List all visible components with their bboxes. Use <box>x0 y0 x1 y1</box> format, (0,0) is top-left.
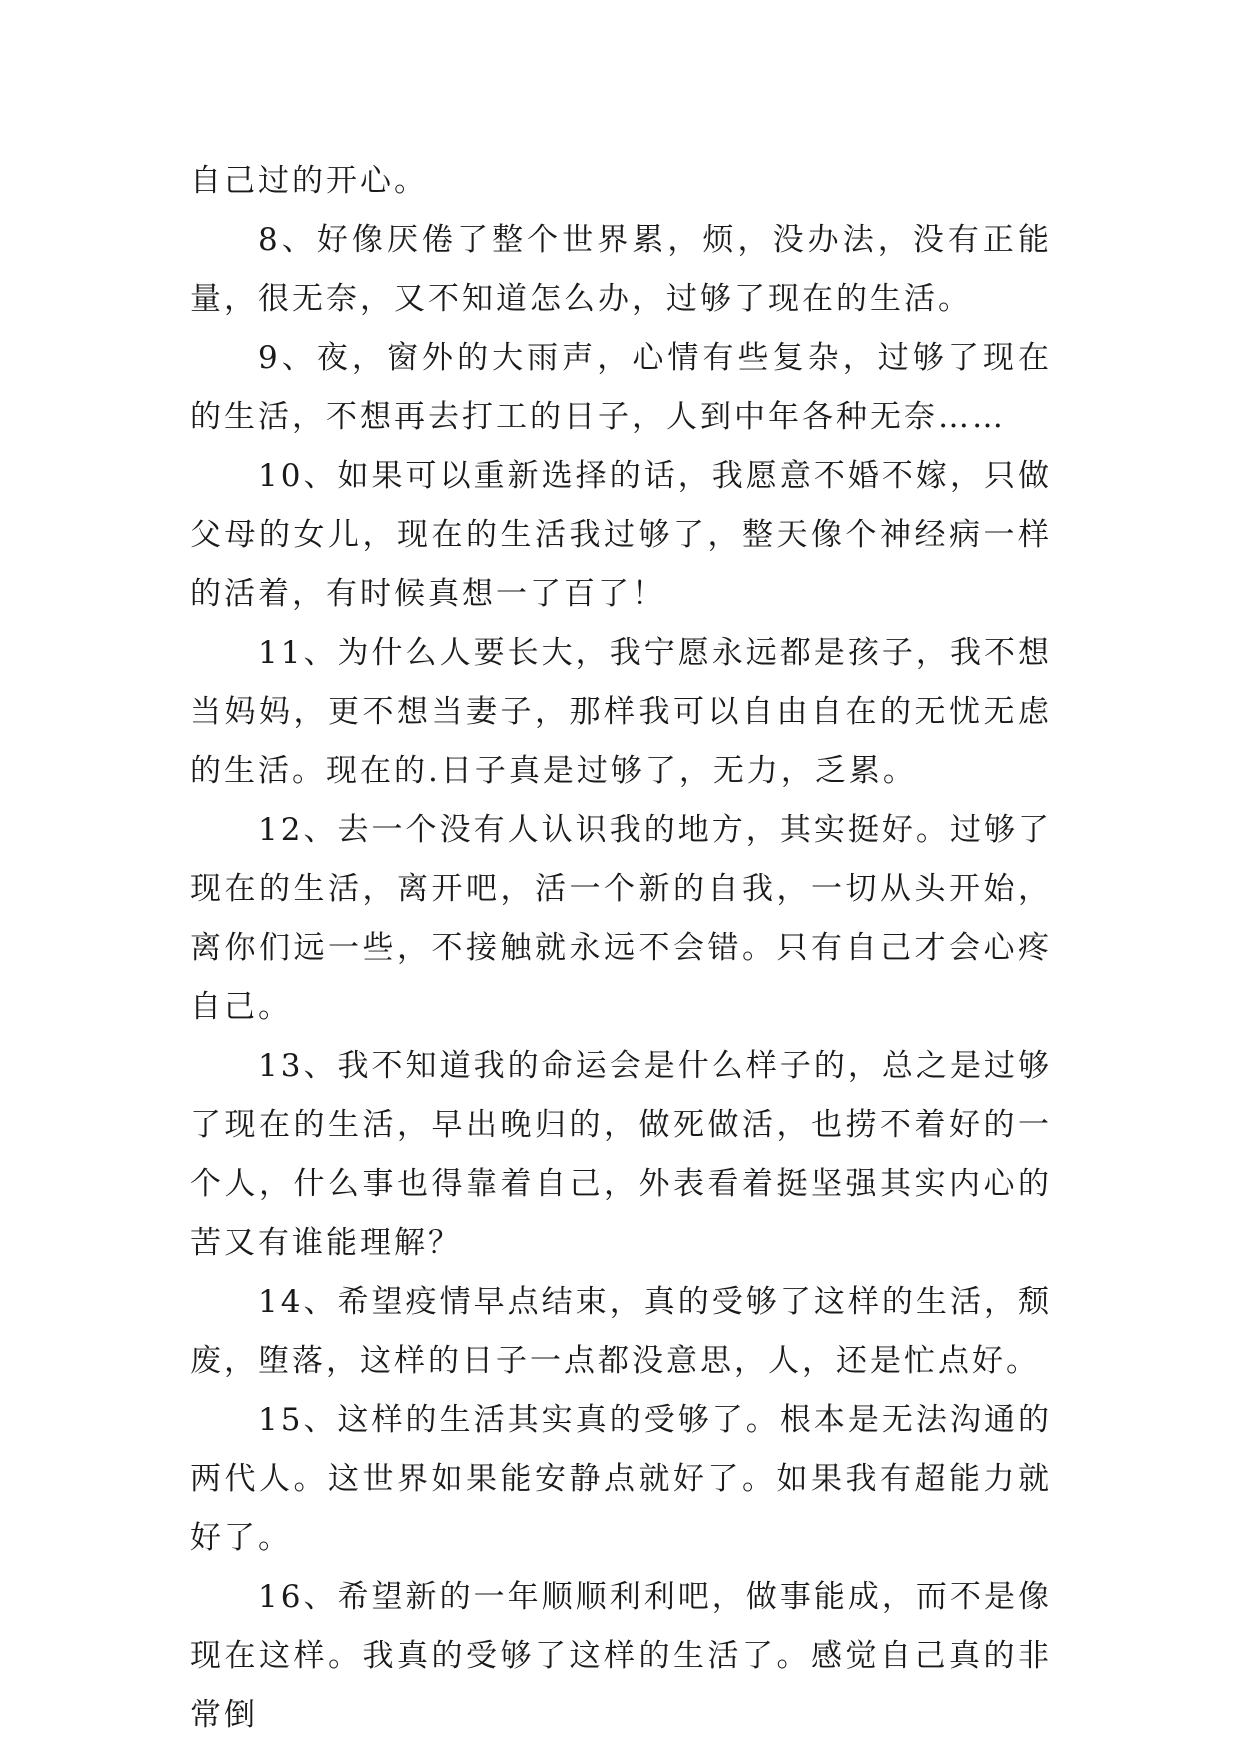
paragraph-item-8: 8、好像厌倦了整个世界累，烦，没办法，没有正能量，很无奈，又不知道怎么办，过够了现在的生活。 <box>190 222 1052 317</box>
paragraph-item-14: 14、希望疫情早点结束，真的受够了这样的生活，颓废，堕落，这样的日子一点都没意思，人，还是忙点好。 <box>190 1284 1052 1379</box>
document-body <box>190 152 1052 1745</box>
paragraph-continuation: 自己过的开心。 <box>190 163 428 199</box>
paragraph-item-12: 12、去一个没有人认识我的地方，其实挺好。过够了现在的生活，离开吧，活一个新的自我，一切从头开始，离你们远一些，不接触就永远不会错。只有自己才会心疼自己。 <box>190 812 1052 1025</box>
paragraph-item-15: 15、这样的生活其实真的受够了。根本是无法沟通的两代人。这世界如果能安静点就好了。如果我有超能力就好了。 <box>190 1402 1052 1556</box>
paragraph-item-16: 16、希望新的一年顺顺利利吧，做事能成，而不是像现在这样。我真的受够了这样的生活了。感觉自己真的非常倒 <box>190 1579 1052 1733</box>
paragraph-item-9: 9、夜，窗外的大雨声，心情有些复杂，过够了现在的生活，不想再去打工的日子，人到中年各种无奈…… <box>190 340 1052 435</box>
paragraph-item-13: 13、我不知道我的命运会是什么样子的，总之是过够了现在的生活，早出晚归的，做死做活，也捞不着好的一个人，什么事也得靠着自己，外表看着挺坚强其实内心的苦又有谁能理解？ <box>190 1048 1052 1261</box>
paragraph-item-11: 11、为什么人要长大，我宁愿永远都是孩子，我不想当妈妈，更不想当妻子，那样我可以自由自在的无忧无虑的生活。现在的.日子真是过够了，无力，乏累。 <box>190 635 1052 789</box>
paragraph-item-10: 10、如果可以重新选择的话，我愿意不婚不嫁，只做父母的女儿，现在的生活我过够了，整天像个神经病一样的活着，有时候真想一了百了！ <box>190 458 1052 612</box>
